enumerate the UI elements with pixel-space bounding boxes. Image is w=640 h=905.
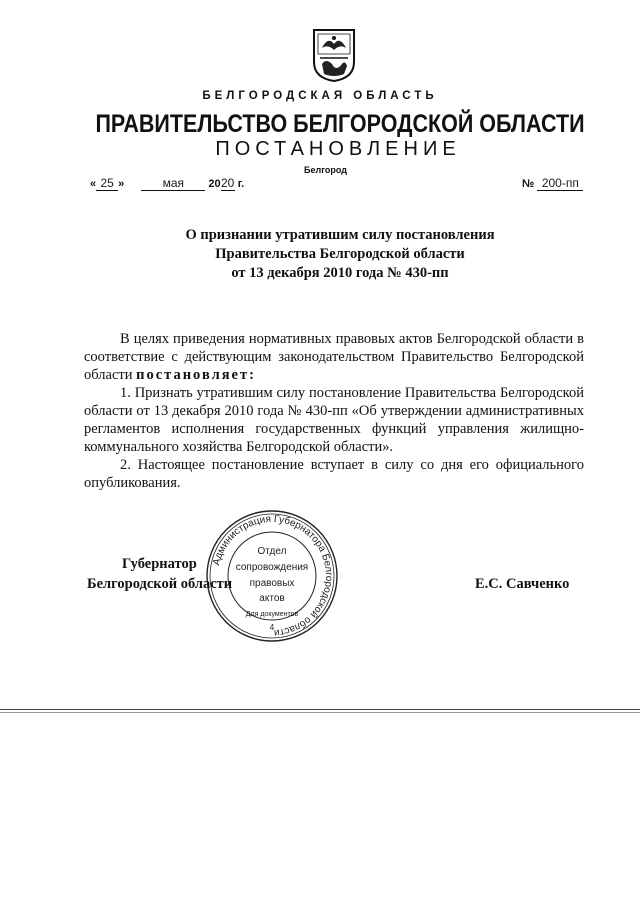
date-year-prefix: 20 (208, 178, 221, 190)
stamp-line-1: Отдел (257, 546, 287, 557)
number-field (537, 176, 583, 191)
date-month-field (141, 176, 205, 191)
document-type: ПОСТАНОВЛЕНИЕ (215, 138, 461, 160)
date-day-field (96, 176, 118, 191)
document-title (120, 226, 560, 283)
document-body (84, 330, 584, 492)
government-name: ПРАВИТЕЛЬСТВО БЕЛГОРОДСКОЙ ОБЛАСТИ (95, 110, 585, 138)
stamp-number: 4 (269, 623, 275, 632)
signer-position-line1: Губернатор (122, 556, 197, 572)
date-close-quote: » (118, 178, 125, 190)
stamp-line-2: сопровождения (235, 562, 309, 573)
number-label: № (522, 178, 535, 190)
intro-verb: постановляет: (136, 367, 256, 383)
official-stamp (204, 508, 340, 644)
scan-line (0, 712, 640, 713)
title-line: от 13 декабря 2010 года № 430-пп (231, 265, 449, 281)
date-year-mark: г. (237, 178, 245, 190)
scan-line (0, 709, 640, 710)
stamp-line-4: актов (259, 593, 285, 604)
decree-date (90, 176, 244, 191)
stamp-line-3: правовых (249, 578, 295, 589)
signer-position-line2: Белгородской области (87, 576, 233, 592)
signer-name: Е.С. Савченко (475, 576, 570, 592)
region-name: БЕЛГОРОДСКАЯ ОБЛАСТЬ (202, 90, 438, 102)
date-open-quote: « (90, 178, 97, 190)
date-day: 25 (100, 176, 114, 190)
coat-of-arms-icon (312, 28, 356, 82)
title-line: О признании утратившим силу постановления (185, 227, 495, 243)
item-2: 2. Настоящее постановление вступает в силу со дня его официального опубликования. (84, 457, 584, 491)
city-name: Белгород (304, 165, 347, 175)
number-value: 200-пп (541, 176, 579, 190)
stamp-outer-text: Администрация Губернатора Белгородской области (211, 513, 335, 639)
intro-text: В целях приведения нормативных правовых актов Белгородской области в соответствие с действующим законодательством Правительство Белгородской области (84, 331, 584, 383)
item-1: 1. Признать утратившим силу постановление Правительства Белгородской области от 13 декабря 2010 года № 430-пп «Об утверждении административных регламентов исполнения государственных функций управления жилищно-коммунального хозяйства Белгородской области». (84, 385, 584, 455)
intro-paragraph (84, 330, 584, 384)
date-year-field (221, 176, 235, 191)
decree-number (522, 176, 583, 191)
stamp-bottom-text: Для документов (245, 611, 299, 618)
title-line: Правительства Белгородской области (215, 246, 465, 262)
date-year-suffix: 20 (220, 176, 235, 190)
date-month: мая (162, 176, 185, 190)
